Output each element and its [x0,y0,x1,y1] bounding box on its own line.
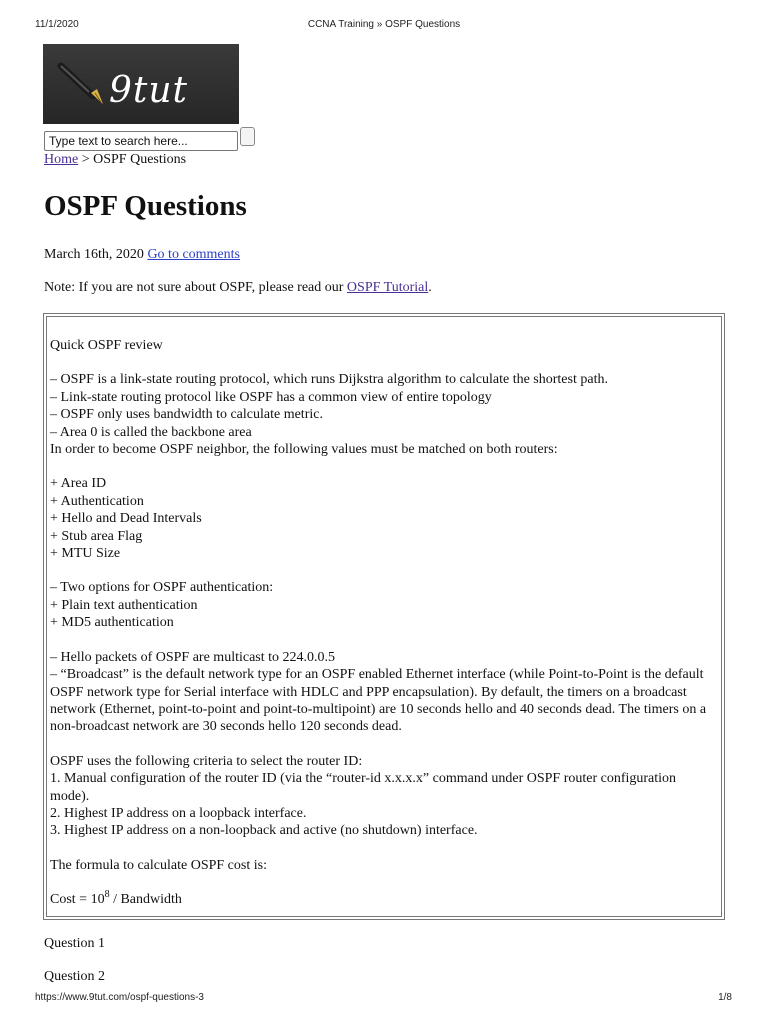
page-title: OSPF Questions [44,190,247,222]
neighbor-value: + MTU Size [50,546,121,562]
ospf-review-content [46,316,722,917]
print-title: CCNA Training » OSPF Questions [307,19,461,30]
breadcrumb-current: OSPF Questions [93,152,187,167]
hello-line: – Hello packets of OSPF are multicast to 224.0.0.5 [50,649,336,665]
logo-text: 9tut [109,70,189,111]
post-date: March 16th, 2020 [44,247,144,262]
auth-line: – Two options for OSPF authentication: [50,580,274,596]
print-url: https://www.9tut.com/ospf-questions-3 [35,992,204,1003]
formula-suffix: / Bandwidth [109,892,182,908]
review-fact: – OSPF only uses bandwidth to calculate metric. [50,407,323,423]
note-text: Note: If you are not sure about OSPF, please read our [44,280,347,295]
formula-intro: The formula to calculate OSPF cost is: [50,857,267,873]
comments-link[interactable]: Go to comments [147,247,240,262]
formula-exponent: 8 [104,889,110,901]
breadcrumb [44,152,186,168]
review-fact: – Area 0 is called the backbone area [50,424,252,440]
fountain-pen-icon [57,60,109,110]
review-fact: In order to become OSPF neighbor, the following values must be matched on both routers: [50,442,558,458]
ospf-tutorial-link[interactable]: OSPF Tutorial [346,280,429,295]
router-id-line: 3. Highest IP address on a non-loopback and active (no shutdown) interface. [50,823,478,839]
auth-line: + MD5 authentication [50,615,174,631]
question-heading: Question 2 [44,969,106,984]
broadcast-paragraph: – “Broadcast” is the default network type for an OSPF enabled Ethernet interface (while Point-to-Point is the default OSPF network type for Serial interface with HDLC and PPP encapsulation). By default, the timers on a broadcast network (Ethernet, point-to-point and point-to-multipoint) are 10 seconds hello and 40 seconds dead. The timers on a non-broadcast network are 30 seconds hello 120 seconds dead. [50,667,707,735]
note-suffix: . [428,280,432,295]
neighbor-value: + Stub area Flag [50,528,143,544]
review-fact: – Link-state routing protocol like OSPF has a common view of entire topology [50,389,492,405]
breadcrumb-home-link[interactable]: Home [44,152,79,167]
search-input[interactable] [44,131,238,151]
neighbor-value: + Area ID [50,476,107,492]
ospf-review-box [43,313,725,920]
search-button[interactable] [240,127,255,146]
neighbor-value: + Hello and Dead Intervals [50,511,202,527]
post-meta [44,247,240,263]
formula-prefix: Cost = 10 [50,892,105,908]
neighbor-value: + Authentication [50,493,144,509]
router-id-line: OSPF uses the following criteria to select the router ID: [50,753,363,769]
router-id-line: 1. Manual configuration of the router ID (via the “router-id x.x.x.x” command under OSPF router configuration mode). [50,771,677,804]
tutorial-note [44,280,432,296]
question-heading: Question 1 [44,936,106,951]
print-date: 11/1/2020 [35,19,79,30]
cost-formula [50,891,718,908]
breadcrumb-separator: > [78,152,94,167]
review-fact: – OSPF is a link-state routing protocol, which runs Dijkstra algorithm to calculate the shortest path. [50,372,608,388]
print-page-number: 1/8 [718,992,732,1003]
site-logo[interactable] [43,44,239,124]
auth-line: + Plain text authentication [50,597,198,613]
router-id-line: 2. Highest IP address on a loopback interface. [50,805,307,821]
review-heading: Quick OSPF review [50,338,163,353]
